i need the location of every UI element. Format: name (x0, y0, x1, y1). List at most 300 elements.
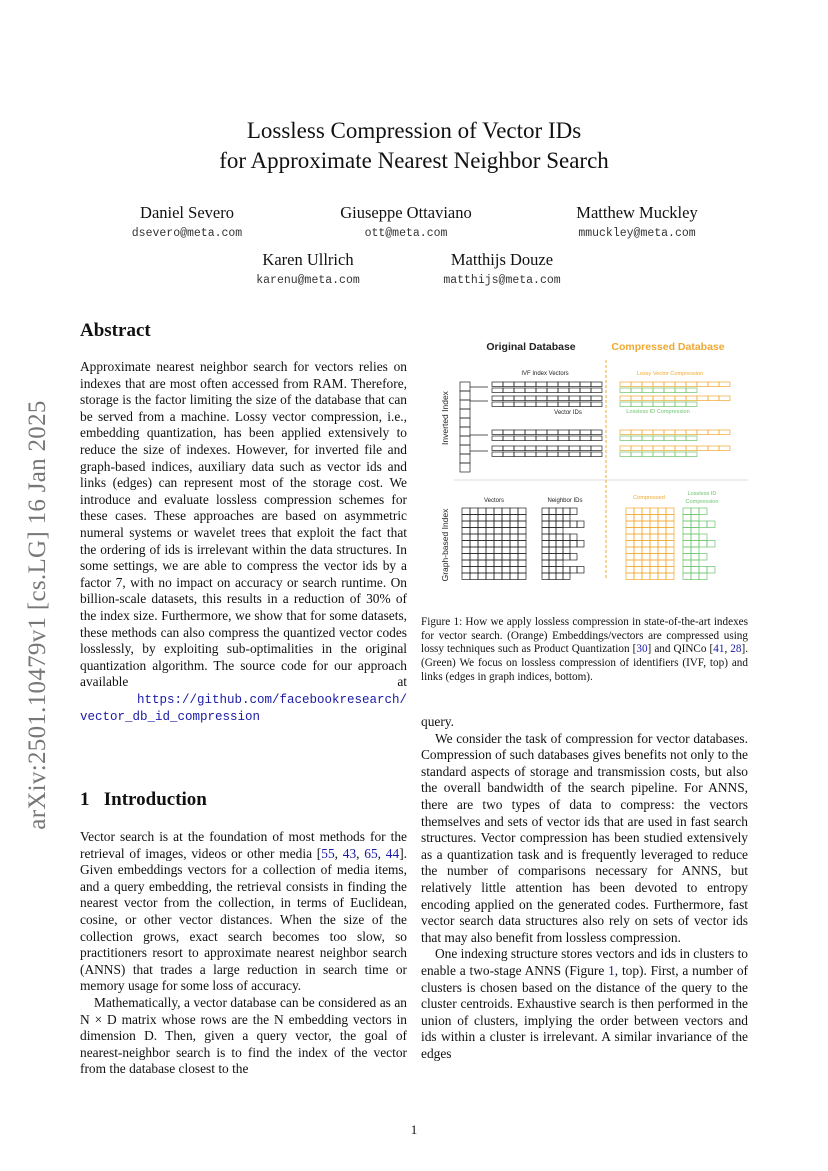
graph-vector-cell (462, 534, 470, 541)
vector-cell (525, 446, 536, 451)
text-run: ] and QINCo [ (647, 643, 714, 656)
neighbor-id-cell (570, 521, 577, 528)
compressed-vector-cell (631, 396, 642, 401)
vector-cell (492, 430, 503, 435)
compressed-vector-cell (664, 382, 675, 387)
compressed-neighbor-cell (683, 508, 691, 515)
compressed-graph-vector-cell (642, 560, 650, 567)
compressed-neighbor-cell (683, 521, 691, 528)
compressed-id-cell (631, 402, 642, 407)
graph-vector-cell (470, 541, 478, 548)
compressed-neighbor-cell (699, 554, 707, 561)
centroid-cell (460, 436, 470, 445)
neighbor-id-cell (556, 554, 563, 561)
graph-vector-cell (518, 547, 526, 554)
neighbor-id-cell (542, 541, 549, 548)
compressed-id-cell (664, 452, 675, 457)
graph-vector-cell (486, 541, 494, 548)
author-block (105, 203, 269, 240)
compressed-graph-vector-cell (634, 554, 642, 561)
compressed-vector-cell (653, 396, 664, 401)
compressed-graph-vector-cell (634, 521, 642, 528)
id-cell (558, 452, 569, 457)
compressed-neighbor-cell (707, 541, 715, 548)
compressed-graph-vector-cell (666, 508, 674, 515)
id-cell (503, 452, 514, 457)
id-cell (536, 452, 547, 457)
compressed-graph-vector-cell (642, 528, 650, 535)
id-cell (492, 452, 503, 457)
abstract-heading: Abstract (80, 320, 151, 341)
section-heading-introduction (80, 789, 207, 811)
neighbor-id-cell (570, 554, 577, 561)
compressed-vector-cell (708, 430, 719, 435)
arxiv-id: arXiv:2501.10479v1 [cs.LG] 16 Jan 2025 (24, 400, 51, 830)
text-run: ]. (Green) We focus on lossless compression of identifiers (IVF, top) and links (edges in graph indices, bottom). (421, 643, 749, 683)
vector-cell (503, 382, 514, 387)
citation-link[interactable]: 41 (713, 643, 725, 656)
lossy-vc-label: Lossy Vector Compression (636, 371, 704, 377)
compressed-vector-cell (719, 430, 730, 435)
compressed-graph-vector-cell (626, 554, 634, 561)
neighbor-id-cell (577, 521, 584, 528)
compressed-id-cell (686, 436, 697, 441)
id-cell (514, 452, 525, 457)
neighbor-id-cell (570, 541, 577, 548)
compressed-graph-vector-cell (626, 521, 634, 528)
graph-vector-cell (510, 554, 518, 561)
compressed-vector-cell (697, 382, 708, 387)
compressed-vector-cell (664, 396, 675, 401)
link-part-1[interactable]: https://github.com/facebookresearch/ (136, 692, 407, 707)
compressed-graph-vector-cell (650, 528, 658, 535)
graph-vector-cell (470, 560, 478, 567)
vector-cell (514, 396, 525, 401)
compressed-graph-vector-cell (666, 567, 674, 574)
text-run: Vector search is at the foundation of most methods for the retrieval of images, videos or other media [ (80, 829, 407, 861)
id-cell (558, 402, 569, 407)
compressed-graph-vector-cell (626, 547, 634, 554)
title-line-2: for Approximate Nearest Neighbor Search (219, 148, 609, 173)
compressed-neighbor-cell (699, 541, 707, 548)
intro-column-right (421, 714, 748, 1062)
id-cell (591, 388, 602, 393)
graph-vector-cell (478, 554, 486, 561)
compressed-graph-vector-cell (626, 508, 634, 515)
compressed-id-cell (620, 436, 631, 441)
id-cell (536, 402, 547, 407)
neighbor-id-cell (542, 554, 549, 561)
compressed-id-cell (631, 452, 642, 457)
author-name: Matthew Muckley (576, 203, 698, 222)
compressed-graph-vector-cell (642, 515, 650, 522)
id-cell (569, 436, 580, 441)
compressed-graph-vector-cell (634, 567, 642, 574)
citation-link[interactable]: 55 (321, 845, 335, 861)
compressed-vector-cell (642, 382, 653, 387)
compressed-vector-cell (708, 396, 719, 401)
compressed-graph-vector-cell (634, 528, 642, 535)
centroid-cell (460, 427, 470, 436)
compressed-vector-cell (631, 446, 642, 451)
graph-vector-cell (510, 541, 518, 548)
neighbor-id-cell (549, 560, 556, 567)
graph-vector-cell (470, 567, 478, 574)
neighbor-id-cell (556, 567, 563, 574)
compressed-graph-vector-cell (642, 534, 650, 541)
graph-vector-cell (518, 515, 526, 522)
author-block (555, 203, 719, 240)
id-cell (514, 436, 525, 441)
compressed-graph-vector-cell (666, 554, 674, 561)
vector-cell (580, 382, 591, 387)
neighbor-id-cell (549, 541, 556, 548)
id-cell (492, 436, 503, 441)
neighbor-id-cell (556, 547, 563, 554)
compressed-id-cell (631, 436, 642, 441)
compressed-graph-vector-cell (666, 515, 674, 522)
compressed-graph-vector-cell (642, 573, 650, 580)
citation-link[interactable]: 43 (342, 845, 357, 861)
intro-column-left (80, 829, 407, 1078)
figure-ref-link[interactable]: 1 (608, 962, 615, 978)
vector-ids-label: Vector IDs (554, 410, 582, 416)
compressed-graph-vector-cell (650, 573, 658, 580)
graph-index-label: Graph-based Index (440, 508, 450, 582)
graph-vector-cell (478, 534, 486, 541)
compressed-id-cell (653, 436, 664, 441)
vector-cell (514, 382, 525, 387)
compressed-graph-vector-cell (626, 515, 634, 522)
compressed-graph-vector-cell (666, 541, 674, 548)
vector-cell (591, 382, 602, 387)
graph-vector-cell (478, 560, 486, 567)
compressed-neighbor-cell (699, 508, 707, 515)
compressed-id-cell (653, 402, 664, 407)
compressed-id-cell (664, 402, 675, 407)
vector-cell (492, 382, 503, 387)
vector-cell (547, 446, 558, 451)
graph-vector-cell (486, 560, 494, 567)
compressed-graph-vector-cell (658, 534, 666, 541)
vector-cell (503, 446, 514, 451)
id-cell (536, 436, 547, 441)
vector-cell (558, 430, 569, 435)
link-part-2[interactable]: vector_db_id_compression (80, 710, 261, 725)
compressed-vector-cell (719, 382, 730, 387)
compressed-vector-cell (675, 430, 686, 435)
compressed-vector-cell (697, 430, 708, 435)
compressed-graph-vector-cell (642, 508, 650, 515)
compressed-neighbor-cell (691, 515, 699, 522)
neighbor-id-cell (563, 534, 570, 541)
compressed-graph-vector-cell (658, 515, 666, 522)
neighbor-id-cell (577, 541, 584, 548)
compressed-neighbor-cell (683, 547, 691, 554)
id-cell (514, 388, 525, 393)
graph-vector-cell (494, 567, 502, 574)
compressed-id-cell (686, 402, 697, 407)
compressed-graph-vector-cell (626, 541, 634, 548)
id-cell (591, 402, 602, 407)
compressed-neighbor-cell (691, 508, 699, 515)
graph-vector-cell (462, 521, 470, 528)
paper-title (0, 116, 828, 176)
centroid-cell (460, 454, 470, 463)
neighbor-id-cell (563, 554, 570, 561)
graph-vector-cell (502, 528, 510, 535)
graph-vector-cell (510, 528, 518, 535)
compressed-id-cell (686, 452, 697, 457)
graph-vector-cell (470, 554, 478, 561)
neighbor-id-cell (570, 567, 577, 574)
neighbor-id-cell (549, 515, 556, 522)
compressed-graph-vector-cell (666, 560, 674, 567)
graph-vector-cell (470, 573, 478, 580)
graph-vector-cell (462, 541, 470, 548)
page-number: 1 (410, 1122, 418, 1137)
compressed-neighbor-cell (691, 560, 699, 567)
compressed-vector-cell (642, 396, 653, 401)
id-cell (580, 402, 591, 407)
compressed-id-cell (620, 388, 631, 393)
compressed-id-cell (642, 402, 653, 407)
compressed-vector-cell (631, 382, 642, 387)
inverted-index-label: Inverted Index (440, 391, 450, 445)
abstract-text: Approximate nearest neighbor search for vectors relies on indexes that are most often accessed from RAM. Therefore, storage is the factor limiting the size of the database that can be served from a machine. Lossy vector compression, i.e., embedding quantization, has been applied extensively to reduce the size of indexes. However, for inverted file and graph-based indices, auxiliary data such as vector ids and links (edges) can represent most of the storage cost. We introduce and evaluate lossless compression schemes for these cases. These approaches are based on asymmetric numeral systems or wavelet trees that exploit the fact that the ordering of ids is irrelevant within the data structures. In some settings, we are able to compress the vector ids by a factor 7, with no impact on accuracy or search runtime. On billion-scale datasets, this results in a reduction of 30% of the index size. Furthermore, we show that for some datasets, these methods can also compress the quantized vector codes losslessly, by exploiting sub-optimalities in the original quantization algorithm. The source code for our approach available at (80, 359, 407, 690)
graph-vector-cell (510, 534, 518, 541)
neighbor-id-cell (556, 528, 563, 535)
neighbor-id-cell (549, 534, 556, 541)
vector-cell (547, 382, 558, 387)
compressed-id-cell (664, 436, 675, 441)
compressed-graph-vector-cell (650, 521, 658, 528)
vector-cell (525, 382, 536, 387)
citation-link[interactable]: 44 (385, 845, 400, 861)
neighbor-id-cell (563, 547, 570, 554)
id-cell (547, 452, 558, 457)
graph-vector-cell (502, 547, 510, 554)
compressed-graph-vector-cell (650, 554, 658, 561)
graph-vector-cell (478, 541, 486, 548)
citation-link[interactable]: 30 (636, 643, 648, 656)
compressed-label: Compressed (633, 495, 665, 501)
centroid-cell (460, 400, 470, 409)
graph-vector-cell (470, 515, 478, 522)
graph-vector-cell (470, 528, 478, 535)
vector-cell (536, 396, 547, 401)
graph-vector-cell (462, 508, 470, 515)
graph-vector-cell (470, 508, 478, 515)
text-run: One indexing structure stores vectors and ids in clusters to enable a two-stage ANNS (Figure (421, 946, 748, 978)
source-code-link[interactable] (80, 693, 407, 725)
section-number: 1 (80, 789, 90, 810)
compressed-vector-cell (620, 382, 631, 387)
author-name: Giuseppe Ottaviano (340, 203, 472, 222)
graph-vector-cell (462, 547, 470, 554)
compressed-graph-vector-cell (658, 573, 666, 580)
compressed-graph-vector-cell (658, 567, 666, 574)
compressed-neighbor-cell (707, 567, 715, 574)
compressed-neighbor-cell (683, 554, 691, 561)
vector-cell (569, 446, 580, 451)
figure-caption: Figure 1: How we apply lossless compression in state-of-the-art indexes for vector search. (Orange) Embeddings/vectors are compressed using lossy techniques such as Product Quantization [30] and QINCo [41, 28]. (Green) We focus on lossless compression of identifiers (IVF, top) and links (edges in graph indices, bottom). (421, 616, 749, 683)
compressed-vector-cell (631, 430, 642, 435)
vector-cell (591, 446, 602, 451)
section-title: Introduction (103, 789, 207, 810)
compressed-neighbor-cell (683, 534, 691, 541)
compressed-graph-vector-cell (650, 541, 658, 548)
graph-vector-cell (510, 547, 518, 554)
compressed-graph-vector-cell (634, 573, 642, 580)
graph-vector-cell (462, 560, 470, 567)
id-cell (503, 436, 514, 441)
compressed-neighbor-cell (699, 567, 707, 574)
compressed-graph-vector-cell (658, 554, 666, 561)
neighbor-id-cell (549, 508, 556, 515)
compressed-graph-vector-cell (650, 515, 658, 522)
neighbor-id-cell (549, 567, 556, 574)
compressed-graph-vector-cell (626, 573, 634, 580)
compressed-id-cell (653, 388, 664, 393)
id-cell (525, 402, 536, 407)
graph-vector-cell (486, 521, 494, 528)
compressed-id-cell (686, 388, 697, 393)
compressed-graph-vector-cell (626, 528, 634, 535)
compressed-neighbor-cell (699, 534, 707, 541)
compressed-vector-cell (675, 396, 686, 401)
neighbor-id-cell (542, 560, 549, 567)
compressed-graph-vector-cell (634, 515, 642, 522)
compressed-vector-cell (653, 446, 664, 451)
graph-vector-cell (478, 547, 486, 554)
inverted-lists (470, 382, 730, 457)
graph-vector-cell (494, 560, 502, 567)
id-cell (525, 452, 536, 457)
id-cell (569, 452, 580, 457)
id-cell (503, 402, 514, 407)
compressed-graph-vector-cell (666, 528, 674, 535)
compressed-graph-vector-cell (658, 508, 666, 515)
graph-vector-cell (486, 515, 494, 522)
compressed-graph-vector-cell (634, 541, 642, 548)
vector-cell (525, 430, 536, 435)
compressed-neighbor-cell (683, 515, 691, 522)
compressed-vector-cell (620, 396, 631, 401)
compressed-vector-cell (620, 446, 631, 451)
id-cell (536, 388, 547, 393)
vector-cell (558, 446, 569, 451)
compressed-vector-cell (708, 446, 719, 451)
graph-vector-cell (502, 567, 510, 574)
compressed-neighbor-cell (683, 567, 691, 574)
graph-vector-cell (478, 515, 486, 522)
intro-paragraph-continued: query. (421, 714, 454, 729)
compressed-vector-cell (686, 382, 697, 387)
vector-cell (514, 430, 525, 435)
neighbor-id-cell (542, 573, 549, 580)
compressed-neighbor-cell (691, 521, 699, 528)
graph-vector-cell (510, 560, 518, 567)
neighbor-id-cell (556, 521, 563, 528)
compressed-vector-cell (653, 382, 664, 387)
compressed-graph-vector-cell (658, 528, 666, 535)
compressed-neighbor-cell (691, 554, 699, 561)
neighbor-id-cell (570, 508, 577, 515)
vector-cell (503, 396, 514, 401)
graph-vector-cell (478, 521, 486, 528)
lossless-id-label-2: Compression (685, 499, 719, 505)
compressed-neighbor-cell (699, 521, 707, 528)
neighbor-id-cell (563, 508, 570, 515)
graph-vector-cell (518, 560, 526, 567)
ivf-vectors-label: IVF Index Vectors (521, 371, 569, 377)
citation-link[interactable]: 65 (364, 845, 378, 861)
neighbor-id-cell (577, 567, 584, 574)
vector-cell (536, 382, 547, 387)
graph-index-diagram (462, 508, 715, 580)
compressed-graph-vector-cell (650, 560, 658, 567)
graph-vector-cell (502, 560, 510, 567)
vector-cell (558, 382, 569, 387)
graph-vector-cell (494, 521, 502, 528)
vector-cell (536, 430, 547, 435)
centroid-cell (460, 382, 470, 391)
id-cell (580, 388, 591, 393)
intro-paragraph: Vector search is at the foundation of most methods for the retrieval of images, videos or other media [55, 43, 65, 44]. Given embeddings vectors for a collection of media items, and a query embedding, the retrieval consists in finding the nearest vector from the collection, in terms of Euclidean, cosine, or other vector distances. When the size of the collection grows, exact search becomes too slow, so practitioners resort to approximate nearest neighbor search (ANNS) that trades a large reduction in search time or memory usage for some loss of accuracy. (80, 829, 407, 994)
compressed-neighbor-cell (707, 521, 715, 528)
vector-cell (492, 446, 503, 451)
compressed-vector-cell (642, 430, 653, 435)
graph-vector-cell (486, 534, 494, 541)
neighbor-id-cell (542, 515, 549, 522)
graph-vector-cell (486, 567, 494, 574)
compressed-id-cell (642, 436, 653, 441)
graph-vector-cell (518, 528, 526, 535)
graph-vector-cell (494, 528, 502, 535)
compressed-graph-vector-cell (650, 567, 658, 574)
centroid-cell (460, 445, 470, 454)
centroid-cell (460, 409, 470, 418)
neighbor-id-cell (556, 534, 563, 541)
compressed-vector-cell (653, 430, 664, 435)
id-cell (547, 436, 558, 441)
vector-cell (536, 446, 547, 451)
compressed-neighbor-cell (699, 573, 707, 580)
compressed-graph-vector-cell (642, 541, 650, 548)
graph-vector-cell (470, 521, 478, 528)
vector-cell (525, 396, 536, 401)
graph-vector-cell (494, 554, 502, 561)
compressed-neighbor-cell (683, 528, 691, 535)
intro-paragraph (421, 946, 748, 1062)
compressed-id-cell (631, 388, 642, 393)
id-cell (569, 388, 580, 393)
id-cell (580, 452, 591, 457)
graph-vector-cell (462, 528, 470, 535)
graph-vector-cell (510, 567, 518, 574)
vector-cell (591, 396, 602, 401)
citation-link[interactable]: 28 (730, 643, 742, 656)
neighbor-id-cell (563, 515, 570, 522)
compressed-graph-vector-cell (658, 541, 666, 548)
graph-vector-cell (510, 515, 518, 522)
text-run: ]. Given embeddings vectors for a collection of media items, and a query embedding, the retrieval consists in finding the nearest vector from the collection, in terms of Euclidean, cosine, or other vector distances. When the size of the collection grows, exact search becomes too slow, so practitioners resort to approximate nearest neighbor search (ANNS) that trades a large reduction in search time or memory usage for some loss of accuracy. (80, 845, 407, 994)
compressed-graph-vector-cell (666, 547, 674, 554)
title-line-1: Lossless Compression of Vector IDs (246, 118, 582, 143)
compressed-id-cell (642, 388, 653, 393)
author-name: Karen Ullrich (262, 250, 354, 269)
